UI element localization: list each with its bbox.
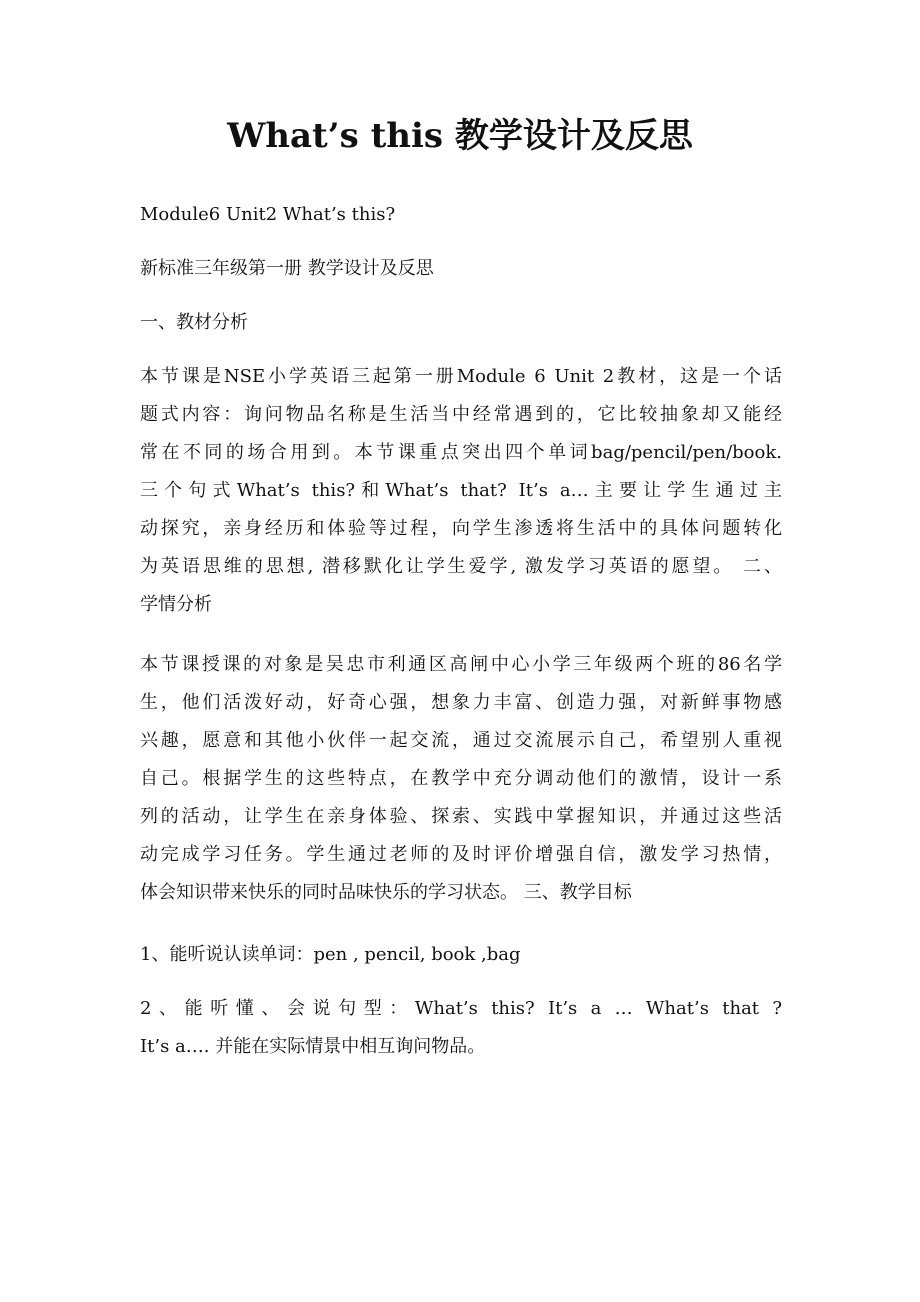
document-title: What’s this 教学设计及反思 (227, 116, 693, 156)
paragraph-line: 三个句式What’s this?和What’s that? It’s a…主要让学生通过主 (140, 480, 782, 501)
paragraph-line: 为英语思维的思想, 潜移默化让学生爱学, 激发学习英语的愿望。 二、 (140, 556, 782, 577)
objective-1 (140, 936, 782, 974)
paragraph-line: 列的活动，让学生在亲身体验、探索、实践中掌握知识，并通过这些活 (140, 806, 782, 827)
paragraph-line: 生，他们活泼好动，好奇心强，想象力丰富、创造力强，对新鲜事物感 (140, 692, 782, 713)
section-heading-materials (140, 304, 782, 342)
module-subtitle (140, 196, 782, 234)
paragraph-line: 自己。根据学生的这些特点，在教学中充分调动他们的激情，设计一系 (140, 768, 782, 789)
paragraph-line: 体会知识带来快乐的同时品味快乐的学习状态。 三、教学目标 (140, 882, 632, 903)
paragraph-student-analysis (140, 646, 782, 912)
paragraph-materials-analysis (140, 358, 782, 624)
paragraph-line: 本节课是NSE小学英语三起第一册Module 6 Unit 2教材，这是一个话 (140, 366, 782, 387)
objective-2-line: It’s a…. 并能在实际情景中相互询问物品。 (140, 1036, 486, 1057)
paragraph-line: 兴趣，愿意和其他小伙伴一起交流，通过交流展示自己，希望别人重视 (140, 730, 782, 751)
section-heading-materials-text: 一、教材分析 (140, 312, 248, 333)
paragraph-line: 常在不同的场合用到。本节课重点突出四个单词bag/pencil/pen/book. (140, 442, 782, 463)
paragraph-line: 动探究，亲身经历和体验等过程，向学生渗透将生活中的具体问题转化 (140, 518, 782, 539)
objective-1-text: 1、能听说认读单词：pen , pencil, book ,bag (140, 944, 521, 965)
objective-2-line: 2、能听懂、会说句型：What’s this? It’s a … What’s that ? (140, 998, 782, 1019)
textbook-subtitle (140, 250, 782, 288)
textbook-subtitle-text: 新标准三年级第一册 教学设计及反思 (140, 258, 434, 279)
objective-2 (140, 990, 782, 1066)
paragraph-line: 学情分析 (140, 594, 212, 615)
paragraph-line: 本节课授课的对象是吴忠市利通区高闸中心小学三年级两个班的86名学 (140, 654, 782, 675)
module-subtitle-text: Module6 Unit2 What’s this? (140, 204, 396, 225)
paragraph-line: 题式内容：询问物品名称是生活当中经常遇到的，它比较抽象却又能经 (140, 404, 782, 425)
paragraph-line: 动完成学习任务。学生通过老师的及时评价增强自信，激发学习热情， (140, 844, 782, 865)
